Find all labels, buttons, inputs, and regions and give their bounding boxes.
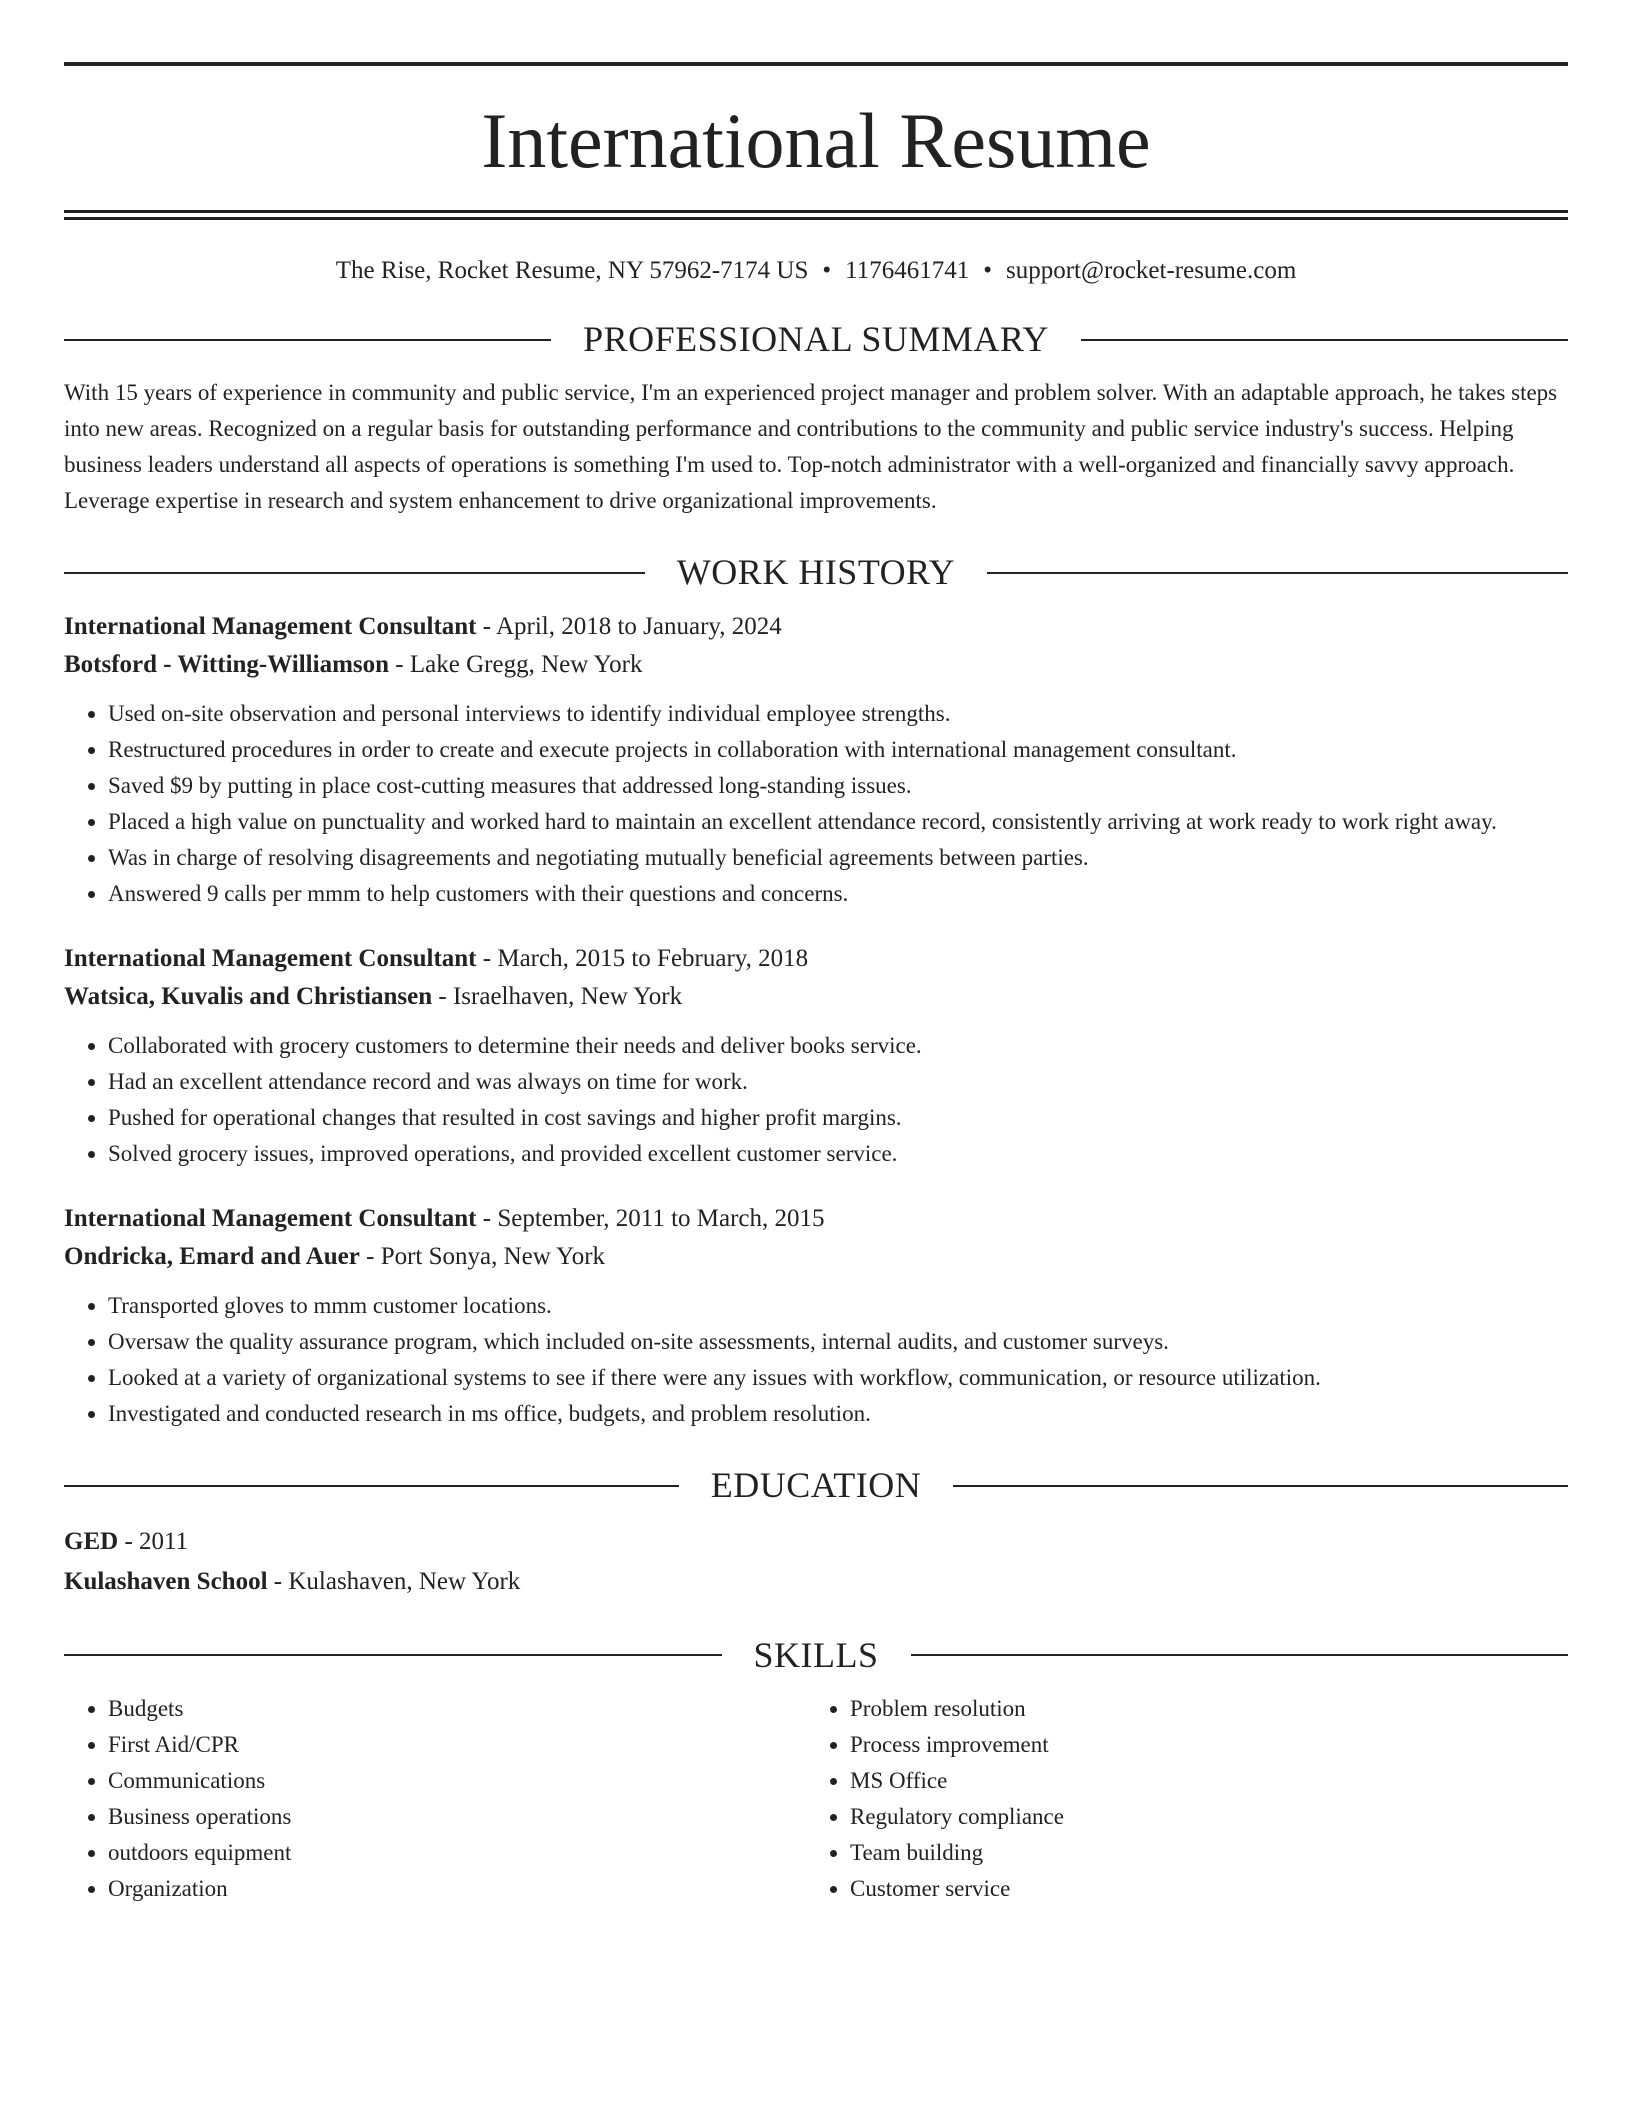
heading-rule-right — [953, 1485, 1568, 1487]
heading-rule-left — [64, 339, 551, 341]
job-bullet: • Answered 9 calls per mmm to help customers with their questions and concerns. — [108, 876, 1568, 912]
skill-item: • Customer service — [850, 1871, 1548, 1907]
job-bullet: • Saved $9 by putting in place cost-cutting measures that addressed long-standing issues. — [108, 768, 1568, 804]
skill-item: • Team building — [850, 1835, 1548, 1871]
job-bullet: • Restructured procedures in order to create and execute projects in collaboration with international management consultant. — [108, 732, 1568, 768]
job-bullet: • Looked at a variety of organizational systems to see if there were any issues with workflow, communication, or resource utilization. — [108, 1360, 1568, 1396]
job-bullet: • Oversaw the quality assurance program, which included on-site assessments, internal audits, and customer surveys. — [108, 1324, 1568, 1360]
education-degree-line: GED - 2011 — [64, 1527, 189, 1555]
job-bullet: • Placed a high value on punctuality and worked hard to maintain an excellent attendance record, consistently arriving at work ready to work right away. — [108, 804, 1568, 840]
job-bullet: • Used on-site observation and personal interviews to identify individual employee strengths. — [108, 696, 1568, 732]
contact-separator: • — [983, 257, 992, 284]
contact-line — [64, 256, 1568, 286]
skill-item: • First Aid/CPR — [108, 1727, 806, 1763]
heading-rule-right — [987, 572, 1568, 574]
job-title: International Management Consultant — [64, 945, 477, 973]
contact-separator: • — [822, 257, 832, 284]
section-title: EDUCATION — [710, 1465, 922, 1506]
job-bullets — [64, 1028, 1568, 1172]
skill-item: • Communications — [108, 1763, 806, 1799]
section-heading-summary — [64, 318, 1568, 361]
job-bullets — [64, 696, 1568, 912]
heading-rule-left — [64, 572, 645, 574]
section-heading-skills — [64, 1634, 1568, 1677]
section-title: PROFESSIONAL SUMMARY — [583, 319, 1049, 359]
title-double-rule — [64, 210, 1568, 220]
job-company: Watsica, Kuvalis and Christiansen — [64, 983, 433, 1011]
job-company-line: Watsica, Kuvalis and Christiansen - Israelhaven, New York — [64, 983, 683, 1011]
job-bullet: • Solved grocery issues, improved operations, and provided excellent customer service. — [108, 1136, 1568, 1172]
job-location: Lake Gregg, New York — [409, 651, 643, 679]
top-rule — [64, 62, 1568, 66]
job-bullet: • Transported gloves to mmm customer locations. — [108, 1288, 1568, 1324]
skill-item: • outdoors equipment — [108, 1835, 806, 1871]
job-dates: September, 2011 to March, 2015 — [497, 1205, 825, 1233]
skill-item: • Problem resolution — [850, 1691, 1548, 1727]
resume-title: International Resume — [481, 97, 1151, 184]
education-location: Kulashaven, New York — [288, 1567, 521, 1595]
job-bullet: • Investigated and conducted research in ms office, budgets, and problem resolution. — [108, 1396, 1568, 1432]
skills-list-right — [806, 1691, 1548, 1907]
skill-item: • MS Office — [850, 1763, 1548, 1799]
job-bullet: • Was in charge of resolving disagreements and negotiating mutually beneficial agreements between parties. — [108, 840, 1568, 876]
job-bullets — [64, 1288, 1568, 1432]
summary-text: With 15 years of experience in community and public service, I'm an experienced project manager and problem solver. With an adaptable approach, he takes steps into new areas. Recognized on a regular basis for outstanding performance and contributions to the community and public service industry's success. Helping business leaders understand all aspects of operations is something I'm used to. Top-notch administrator with a well-organized and financially savvy approach. Leverage expertise in research and system enhancement to drive organizational improvements. — [64, 380, 1558, 514]
education-degree: GED — [64, 1527, 119, 1555]
section-title: SKILLS — [753, 1634, 879, 1675]
job-dates: March, 2015 to February, 2018 — [497, 945, 809, 973]
contact-address: The Rise, Rocket Resume, NY 57962-7174 US — [335, 257, 809, 284]
job-dates: April, 2018 to January, 2024 — [495, 613, 782, 641]
contact-email: support@rocket-resume.com — [1005, 257, 1297, 284]
job-title-line: International Management Consultant - March, 2015 to February, 2018 — [64, 945, 809, 973]
heading-rule-left — [64, 1654, 722, 1656]
education-year: 2011 — [139, 1527, 189, 1555]
skill-item: • Budgets — [108, 1691, 806, 1727]
heading-rule-right — [1081, 339, 1568, 341]
job-title-line: International Management Consultant - September, 2011 to March, 2015 — [64, 1205, 825, 1233]
skill-item: • Organization — [108, 1871, 806, 1907]
education-school: Kulashaven School — [64, 1567, 268, 1595]
job-title-line: International Management Consultant - April, 2018 to January, 2024 — [64, 613, 782, 641]
skills-columns — [64, 1691, 1568, 1907]
job-bullet: • Pushed for operational changes that resulted in cost savings and higher profit margins. — [108, 1100, 1568, 1136]
contact-phone: 1176461741 — [845, 257, 970, 284]
skill-item: • Regulatory compliance — [850, 1799, 1548, 1835]
job-company: Botsford - Witting-Williamson — [64, 651, 390, 679]
job-bullet: • Collaborated with grocery customers to determine their needs and deliver books service. — [108, 1028, 1568, 1064]
job-location: Port Sonya, New York — [380, 1243, 606, 1271]
skill-item: • Process improvement — [850, 1727, 1548, 1763]
skills-list-left — [64, 1691, 806, 1907]
section-title: WORK HISTORY — [676, 552, 956, 593]
job-entry — [64, 608, 1568, 912]
job-title: International Management Consultant — [64, 613, 477, 641]
job-entry — [64, 1200, 1568, 1432]
job-title: International Management Consultant — [64, 1205, 477, 1233]
job-company-line: Ondricka, Emard and Auer - Port Sonya, New York — [64, 1243, 606, 1271]
education-school-line: Kulashaven School - Kulashaven, New York — [64, 1567, 521, 1595]
skill-item: • Business operations — [108, 1799, 806, 1835]
job-company: Ondricka, Emard and Auer — [64, 1243, 360, 1271]
section-heading-education — [64, 1464, 1568, 1507]
job-location: Israelhaven, New York — [452, 983, 683, 1011]
section-heading-work — [64, 551, 1568, 594]
heading-rule-left — [64, 1485, 679, 1487]
heading-rule-right — [911, 1654, 1569, 1656]
job-bullet: • Had an excellent attendance record and was always on time for work. — [108, 1064, 1568, 1100]
job-company-line: Botsford - Witting-Williamson - Lake Gregg, New York — [64, 651, 643, 679]
job-entry — [64, 940, 1568, 1172]
